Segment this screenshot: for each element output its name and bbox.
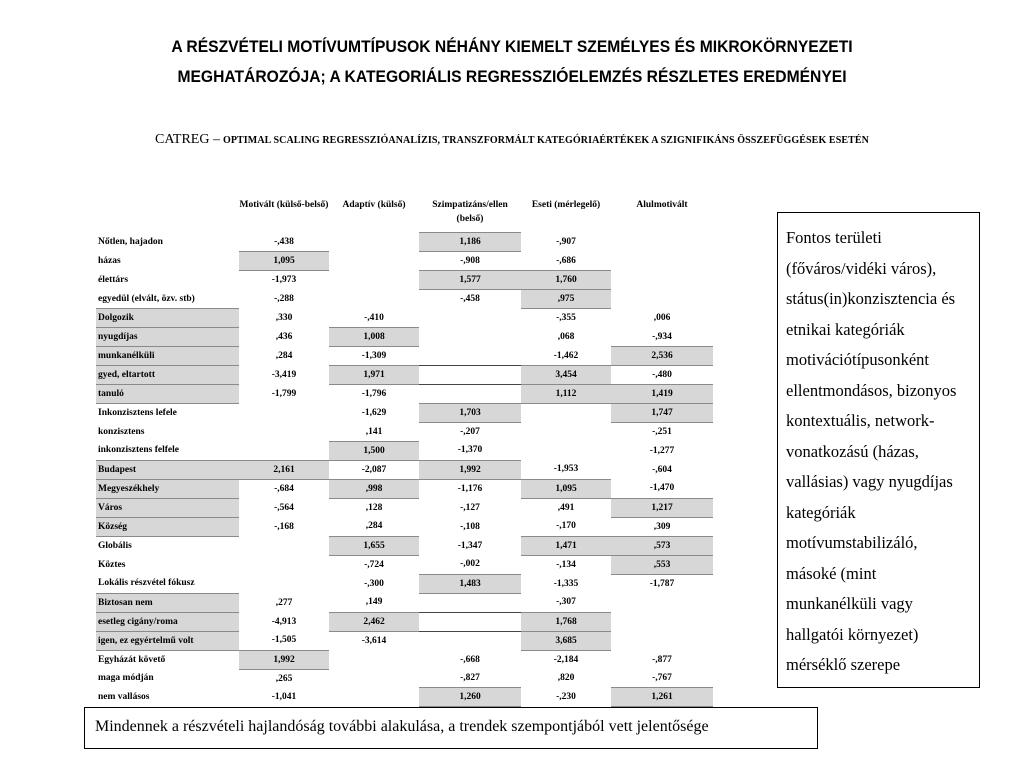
- cell-value: [521, 404, 611, 423]
- row-label: tanuló: [96, 385, 239, 404]
- cell-value: 1,703: [419, 404, 521, 423]
- cell-value: [329, 290, 419, 309]
- cell-value: ,149: [365, 597, 383, 608]
- cell-value: 1,261: [611, 688, 713, 707]
- cell-value: [521, 423, 611, 442]
- cell-value: -,724: [364, 559, 384, 570]
- cell-value: ,436: [275, 332, 293, 342]
- table-row: [96, 328, 713, 347]
- table-row: [96, 669, 713, 688]
- row-label: Község: [96, 517, 239, 536]
- title-line-2: MEGHATÁROZÓJA; A KATEGORIÁLIS REGRESSZIÓELEMZÉS RÉSZLETES EREDMÉNYEI: [177, 67, 847, 86]
- cell-value: -,230: [556, 692, 576, 702]
- cell-value: 1,760: [521, 271, 611, 290]
- table-row: [96, 498, 713, 517]
- cell-value: [329, 688, 419, 707]
- cell-value: -,300: [364, 578, 384, 589]
- table-row: [96, 441, 713, 460]
- cell-value: -1,277: [649, 445, 675, 456]
- cell-value: -,458: [460, 294, 480, 305]
- table-row: [96, 233, 713, 252]
- cell-value: -,668: [460, 654, 480, 665]
- cell-value: 1,217: [611, 498, 713, 517]
- cell-value: [611, 252, 713, 271]
- cell-value: -,355: [556, 313, 576, 324]
- side-note: Fontos területi (főváros/vidéki város), státus(in)konzisztencia és etnikai kategóriák motivációtípusonként ellentmondásos, bizonyos kontextuális, network-vonatkozású (házas, vallásias) vagy nyugdíjas kategóriák motívumstabilizáló, másoké (mint munkanélküli vagy hallgatói környezet) mérséklő szerepe: [777, 212, 980, 688]
- header-col-5: Alulmotivált: [636, 200, 688, 210]
- cell-value: -,251: [652, 427, 672, 437]
- cell-value: -,168: [274, 521, 294, 532]
- cell-value: -,877: [652, 654, 672, 665]
- bottom-note: Mindennek a részvételi hajlandóság további alakulása, a trendek szempontjából vett jelentősége: [84, 707, 818, 749]
- cell-value: -2,184: [553, 654, 579, 665]
- table-row: [96, 252, 713, 271]
- cell-value: ,330: [275, 313, 293, 323]
- header-col-2: Adaptív (külső): [342, 200, 406, 210]
- cell-value: [611, 593, 713, 612]
- row-label: Inkonzisztens lefele: [98, 408, 177, 419]
- cell-value: [239, 574, 329, 593]
- table-row: [96, 423, 713, 442]
- cell-value: [419, 385, 521, 404]
- cell-value: -,307: [556, 597, 576, 608]
- cell-value: ,128: [365, 502, 383, 513]
- row-label: maga módján: [98, 673, 154, 684]
- cell-value: [239, 423, 329, 442]
- cell-value: 2,536: [611, 347, 713, 366]
- cell-value: -,908: [460, 256, 480, 266]
- cell-value: [611, 612, 713, 631]
- cell-value: 1,655: [329, 536, 419, 555]
- cell-value: -1,309: [361, 351, 387, 361]
- cell-value: 1,500: [329, 441, 419, 460]
- row-label: élettárs: [98, 275, 129, 285]
- cell-value: 1,008: [329, 328, 419, 347]
- row-label: munkanélküli: [96, 347, 239, 366]
- cell-value: [329, 233, 419, 252]
- row-label: nyugdíjas: [96, 328, 239, 347]
- cell-value: ,975: [521, 290, 611, 309]
- cell-value: 1,971: [329, 366, 419, 385]
- cell-value: 2,161: [239, 460, 329, 479]
- table-row: [96, 612, 713, 631]
- table-row: [96, 460, 713, 479]
- cell-value: [611, 271, 713, 290]
- row-label: Megyeszékhely: [96, 479, 239, 498]
- cell-value: -1,347: [457, 540, 483, 551]
- table-row: [96, 479, 713, 498]
- cell-value: -,108: [460, 521, 480, 532]
- cell-value: -,564: [274, 502, 294, 513]
- cell-value: [239, 404, 329, 423]
- cell-value: -,767: [652, 673, 672, 683]
- cell-value: 1,768: [521, 612, 611, 631]
- cell-value: -,410: [364, 312, 384, 323]
- page-title: [41, 32, 983, 92]
- cell-value: ,573: [611, 536, 713, 555]
- table-row: [96, 366, 713, 385]
- table-row: [96, 271, 713, 290]
- row-label: igen, ez egyértelmű volt: [96, 631, 239, 650]
- subtitle: [0, 132, 1024, 148]
- table-row: [96, 309, 713, 328]
- row-label: konzisztens: [98, 426, 145, 437]
- cell-value: [611, 631, 713, 650]
- cell-value: ,265: [275, 673, 293, 684]
- cell-value: ,491: [557, 502, 575, 513]
- cell-value: [419, 366, 521, 385]
- cell-value: 1,747: [611, 404, 713, 423]
- table-row: [96, 631, 713, 650]
- cell-value: [329, 252, 419, 271]
- cell-value: 3,685: [521, 631, 611, 650]
- header-empty: [96, 198, 239, 233]
- row-label: Budapest: [96, 460, 239, 479]
- cell-value: -,684: [274, 483, 294, 494]
- cell-value: [419, 631, 521, 650]
- cell-value: [521, 441, 611, 460]
- row-label: Egyházát követő: [98, 654, 166, 665]
- cell-value: [329, 271, 419, 290]
- cell-value: -1,176: [457, 483, 483, 494]
- cell-value: ,284: [275, 351, 293, 361]
- cell-value: -1,470: [649, 483, 675, 494]
- cell-value: -3,614: [361, 635, 387, 646]
- header-col-1: Motivált (külső-belső): [239, 200, 329, 210]
- table-header-row: [96, 198, 713, 233]
- cell-value: ,553: [611, 555, 713, 574]
- cell-value: -1,796: [361, 389, 387, 400]
- cell-value: -3,419: [271, 370, 297, 380]
- subtitle-lead: CATREG –: [155, 132, 220, 147]
- table-row: [96, 290, 713, 309]
- table-row: [96, 650, 713, 669]
- cell-value: [419, 309, 521, 328]
- cell-value: 3,454: [521, 366, 611, 385]
- cell-value: 1,095: [239, 252, 329, 271]
- cell-value: -,480: [652, 370, 672, 380]
- cell-value: 1,577: [419, 271, 521, 290]
- cell-value: ,820: [557, 673, 575, 684]
- cell-value: -,134: [556, 559, 576, 570]
- cell-value: 1,419: [611, 385, 713, 404]
- cell-value: [239, 441, 329, 460]
- results-table: [96, 198, 713, 707]
- cell-value: -,207: [460, 427, 480, 437]
- cell-value: [419, 612, 521, 631]
- row-label: Nőtlen, hajadon: [98, 237, 163, 247]
- cell-value: [419, 328, 521, 347]
- table-body: [96, 233, 713, 707]
- cell-value: ,998: [329, 479, 419, 498]
- cell-value: -4,913: [271, 616, 297, 627]
- header-col-3: Szimpatizáns/ellen (belső): [432, 200, 508, 224]
- table-row: [96, 593, 713, 612]
- cell-value: 1,483: [419, 574, 521, 593]
- cell-value: ,068: [557, 332, 575, 342]
- table-row: [96, 555, 713, 574]
- cell-value: -1,787: [649, 578, 675, 589]
- cell-value: 1,186: [419, 233, 521, 252]
- cell-value: [329, 650, 419, 669]
- table-row: [96, 347, 713, 366]
- cell-value: [419, 347, 521, 366]
- row-label: gyed, eltartott: [96, 366, 239, 385]
- cell-value: -1,462: [553, 350, 579, 361]
- cell-value: -2,087: [361, 464, 387, 475]
- row-label: Város: [96, 498, 239, 517]
- table-row: [96, 574, 713, 593]
- cell-value: -,288: [274, 294, 294, 304]
- cell-value: 2,462: [329, 612, 419, 631]
- cell-value: -,002: [460, 559, 480, 570]
- cell-value: -,438: [274, 236, 294, 247]
- cell-value: ,141: [365, 426, 383, 437]
- cell-value: 1,095: [521, 479, 611, 498]
- cell-value: -1,799: [271, 389, 297, 399]
- cell-value: -1,335: [553, 578, 579, 589]
- table-row: [96, 517, 713, 536]
- row-label: Globális: [98, 540, 132, 551]
- row-label: inkonzisztens felfele: [98, 445, 180, 456]
- cell-value: ,277: [275, 597, 293, 608]
- cell-value: ,309: [653, 521, 671, 532]
- cell-value: 1,471: [521, 536, 611, 555]
- row-label: egyedül (elvált, özv. stb): [98, 293, 195, 304]
- cell-value: -,907: [556, 237, 576, 247]
- row-label: Köztes: [98, 559, 126, 570]
- cell-value: -1,629: [361, 408, 387, 418]
- title-line-1: A RÉSZVÉTELI MOTÍVUMTÍPUSOK NÉHÁNY KIEMELT SZEMÉLYES ÉS MIKROKÖRNYEZETI: [171, 37, 853, 56]
- cell-value: -1,973: [271, 275, 297, 286]
- cell-value: [611, 233, 713, 252]
- cell-value: 1,992: [239, 650, 329, 669]
- cell-value: [329, 669, 419, 688]
- cell-value: -1,953: [553, 464, 579, 475]
- cell-value: ,006: [653, 313, 671, 323]
- table-row: [96, 385, 713, 404]
- cell-value: -,827: [460, 673, 480, 683]
- cell-value: -,934: [652, 331, 672, 342]
- cell-value: [611, 290, 713, 309]
- row-label: Lokális részvétel fókusz: [98, 578, 195, 589]
- table-row: [96, 536, 713, 555]
- cell-value: ,284: [365, 521, 383, 532]
- header-col-4: Eseti (mérlegelő): [531, 200, 601, 210]
- table-row: [96, 404, 713, 423]
- cell-value: -1,041: [271, 692, 297, 702]
- cell-value: -,686: [556, 255, 576, 266]
- row-label: esetleg cigány/roma: [96, 612, 239, 631]
- row-label: Biztosan nem: [96, 593, 239, 612]
- cell-value: -,604: [652, 464, 672, 475]
- cell-value: -,170: [556, 521, 576, 532]
- cell-value: 1,260: [419, 688, 521, 707]
- cell-value: 1,992: [419, 460, 521, 479]
- cell-value: [239, 536, 329, 555]
- row-label: házas: [98, 256, 121, 266]
- cell-value: -1,505: [271, 635, 297, 646]
- subtitle-rest: OPTIMAL SCALING REGRESSZIÓANALÍZIS, TRANSZFORMÁLT KATEGÓRIAÉRTÉKEK A SZIGNIFIKÁNS ÖSSZEFÜGGÉSEK ESETÉN: [222, 135, 869, 146]
- table-row: [96, 688, 713, 707]
- cell-value: -1,370: [457, 445, 483, 456]
- cell-value: -,127: [460, 502, 480, 513]
- cell-value: [239, 555, 329, 574]
- row-label: nem vallásos: [98, 692, 150, 702]
- cell-value: [419, 593, 521, 612]
- row-label: Dolgozik: [96, 309, 239, 328]
- cell-value: 1,112: [521, 385, 611, 404]
